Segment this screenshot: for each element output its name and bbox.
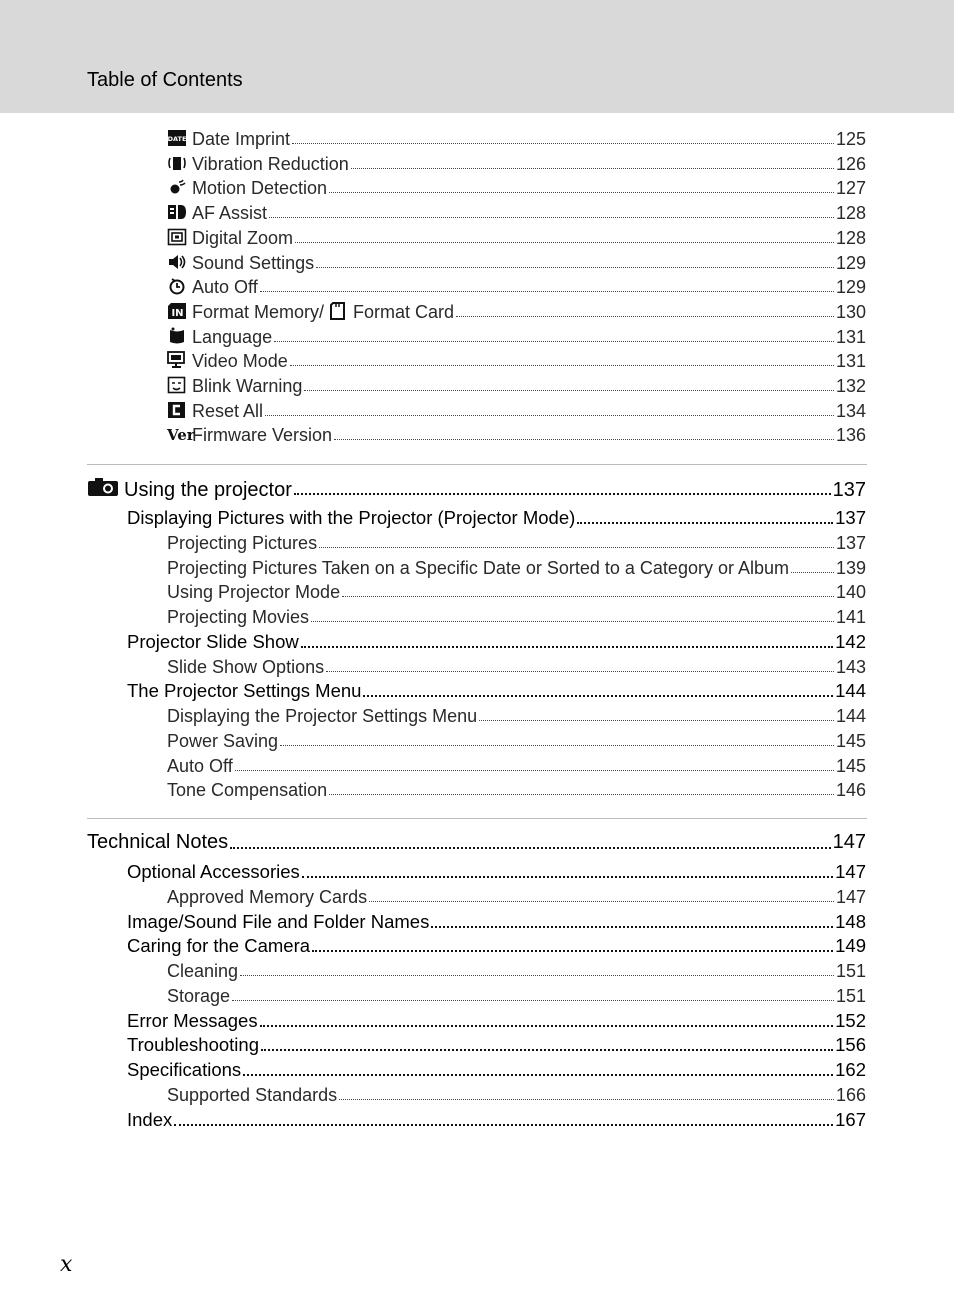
entry-text: Firmware Version [192,425,333,446]
vibration-reduction-icon [167,154,187,172]
entry-text: Image/Sound File and Folder Names [127,910,430,932]
entry-label [87,474,292,504]
toc-entry[interactable] [167,1083,866,1107]
section-using-the-projector[interactable] [87,474,866,502]
entry-label [167,729,278,753]
dot-leader [319,531,834,548]
toc-entry[interactable] [167,580,866,604]
page-number: 147 [835,861,866,882]
dot-leader [240,959,834,976]
video-mode-icon [167,351,187,369]
entry-text: Specifications [127,1059,242,1080]
entry-text: The Projector Settings Menu [127,680,362,702]
entry-text: Supported Standards [167,1084,338,1105]
entry-label [167,556,789,580]
page-number: 156 [835,1034,866,1056]
entry-label [127,860,300,884]
toc-entry-video-mode[interactable] [167,349,866,373]
auto-off-icon [167,277,187,295]
page-number: 129 [835,277,866,298]
toc-entry-af-assist[interactable] [167,201,866,225]
entry-label [167,704,477,728]
dot-leader [294,474,831,495]
dot-leader [456,300,834,317]
toc-entry[interactable] [167,729,866,753]
toc-entry[interactable] [167,984,866,1008]
entry-text: Projecting Pictures Taken on a Specific Date or Sorted to a Category or Album [167,557,789,578]
page-number: 132 [835,376,866,396]
entry-label [167,754,233,778]
entry-text: Troubleshooting [127,1034,259,1056]
entry-text: Date Imprint [192,129,291,149]
toc-entry[interactable] [127,1009,866,1033]
dot-leader [342,580,834,597]
toc-entry-vibration-reduction[interactable] [167,152,866,176]
toc-entry[interactable] [167,655,866,679]
page-number: 151 [835,985,866,1006]
entry-label [167,226,293,250]
toc-entry[interactable] [167,754,866,778]
entry-text: Digital Zoom [192,227,294,248]
entry-text: Reset All [192,400,264,421]
dot-leader [230,828,830,849]
projector-icon [87,476,119,498]
page-number: 147 [832,831,866,853]
entry-label [167,176,327,200]
firmware-version-icon [167,425,195,445]
page-number: 141 [835,607,866,627]
entry-text: Projector Slide Show [127,630,299,652]
page-number: 151 [835,961,866,981]
blink-warning-icon [167,376,187,394]
page-number: 162 [835,1059,866,1080]
entry-label [167,325,272,349]
toc-entry[interactable] [167,959,866,983]
dot-leader [292,127,834,144]
dot-leader [261,1033,833,1051]
svg-text:IN: IN [171,307,184,319]
dot-leader [174,1108,833,1126]
dot-leader [304,374,834,391]
toc-entry-sound-settings[interactable] [167,251,866,275]
entry-text: Video Mode [192,351,288,372]
entry-label [167,349,288,373]
entry-text: Projecting Pictures [167,532,318,553]
toc-entry[interactable] [167,778,866,802]
format-card-icon [328,302,348,320]
entry-label [127,506,575,530]
entry-text: Vibration Reduction [192,153,349,174]
page-number: 128 [835,227,866,248]
page-number: 167 [835,1108,866,1130]
dot-leader [363,679,833,697]
dot-leader [329,176,834,193]
entry-label [167,959,238,983]
entry-text: Displaying Pictures with the Projector (Projector Mode) [127,507,576,528]
entry-label [167,423,332,447]
page-number: 131 [835,326,866,347]
entry-text: AF Assist [192,203,268,224]
page-number: 137 [832,479,866,501]
toc-entry[interactable] [167,556,866,580]
dot-leader [334,423,834,440]
page-number: 144 [835,680,866,702]
dot-leader [316,251,834,268]
toc-entry[interactable] [127,1033,866,1057]
dot-leader [243,1058,833,1076]
dot-leader [260,1009,834,1027]
toc-entry-digital-zoom[interactable] [167,226,866,250]
page-number: 134 [835,400,866,421]
section-divider [87,464,867,465]
page-number: 142 [835,630,866,652]
toc-entry-motion-detection[interactable] [167,176,866,200]
entry-label [167,605,309,629]
page-number: 131 [835,351,866,372]
toc-entry[interactable] [127,934,866,958]
section-technical-notes[interactable] [87,828,866,856]
entry-label [167,778,327,802]
entry-label [127,910,429,934]
entry-text: Auto Off [192,277,258,298]
entry-label [167,1083,337,1107]
entry-text: Approved Memory Cards [167,886,368,907]
entry-text: Optional Accessories [127,861,300,882]
dot-leader [301,630,833,648]
page-number: 166 [835,1084,866,1105]
toc-entry[interactable] [127,1108,866,1132]
dot-leader [431,910,833,928]
toc-entry-reset-all[interactable] [167,399,866,423]
entry-text: Using Projector Mode [167,582,341,603]
toc-entry-firmware-version[interactable] [167,423,866,447]
entry-text: Motion Detection [192,178,328,199]
entry-text: Format Memory/ [192,301,325,322]
page-number: 144 [835,706,866,726]
entry-label [127,1058,241,1082]
dot-leader [235,754,834,771]
entry-label [167,275,258,299]
dot-leader [290,349,834,366]
dot-leader [302,860,833,878]
dot-leader [479,704,834,721]
page-number: 137 [835,532,866,553]
toc-entry[interactable] [167,704,866,728]
entry-text: Displaying the Projector Settings Menu [167,706,478,726]
entry-text: Using the projector [124,479,292,501]
dot-leader [577,506,833,524]
page-number: 136 [835,425,866,446]
entry-text: Index [127,1108,173,1130]
page-number: 148 [835,910,866,932]
entry-label [87,828,228,856]
entry-label [167,152,349,176]
entry-label [167,531,317,555]
page-number: 130 [835,301,866,322]
entry-text: Blink Warning [192,376,303,396]
dot-leader [326,655,834,672]
page-number: 127 [835,178,866,199]
entry-text: Format Card [353,301,455,322]
entry-label [167,201,267,225]
toc-entry-language[interactable] [167,325,866,349]
dot-leader [351,152,834,169]
entry-label [167,399,263,423]
entry-text: Storage [167,985,231,1006]
header-band [0,0,954,113]
toc-entry-blink-warning[interactable] [167,374,866,398]
entry-text: Cleaning [167,961,239,981]
dot-leader [260,275,834,292]
entry-text: Slide Show Options [167,656,325,677]
entry-text: Caring for the Camera [127,935,311,957]
page-number: 126 [835,153,866,174]
entry-label [127,1108,172,1132]
entry-label [167,374,302,398]
entry-label [167,300,454,324]
entry-label [127,630,299,654]
dot-leader [269,201,834,218]
entry-label [167,655,324,679]
entry-text: Language [192,326,273,347]
toc-entry[interactable] [127,630,866,654]
dot-leader [339,1083,834,1100]
svg-text:Ver: Ver [167,426,195,445]
toc-entry-date-imprint[interactable] [167,127,866,151]
page-folio: x [60,1252,73,1277]
af-assist-icon [167,203,187,221]
toc-entry[interactable] [127,910,866,934]
page-number: 143 [835,656,866,677]
dot-leader [312,934,833,952]
toc-entry-format-memory[interactable] [167,300,866,324]
entry-text: Technical Notes [87,831,229,853]
toc-entry[interactable] [127,679,866,703]
motion-detection-icon [167,178,187,196]
entry-text: Sound Settings [192,252,315,273]
dot-leader [369,885,834,902]
page-number: 137 [835,507,866,528]
format-memory-icon [167,302,187,320]
page-number: 140 [835,582,866,603]
entry-text: Error Messages [127,1009,258,1031]
dot-leader [232,984,834,1001]
toc-entry[interactable] [127,860,866,884]
toc-entry-auto-off[interactable] [167,275,866,299]
dot-leader [265,399,834,416]
entry-label [167,984,230,1008]
toc-entry[interactable] [167,605,866,629]
page-number: 128 [835,203,866,224]
language-icon [167,327,187,345]
entry-label [167,127,290,151]
digital-zoom-icon [167,228,187,246]
entry-label [127,1009,258,1033]
entry-label [167,251,314,275]
page-title: Table of Contents [87,69,243,91]
page-number: 146 [835,780,866,801]
date-imprint-icon [167,129,187,147]
page-number: 145 [835,755,866,776]
page-number: 139 [835,557,866,578]
page-number: 125 [835,129,866,149]
page-number: 147 [835,886,866,907]
entry-text: Power Saving [167,730,279,751]
entry-text: Projecting Movies [167,607,310,627]
dot-leader [791,556,834,573]
page-number: 149 [835,935,866,957]
entry-label [167,580,340,604]
toc-entry[interactable] [127,506,866,530]
dot-leader [329,778,834,795]
page-number: 145 [835,730,866,751]
entry-label [127,1033,259,1057]
dot-leader [311,605,834,622]
entry-text: Tone Compensation [167,780,328,801]
entry-label [127,679,361,703]
entry-text: Auto Off [167,755,233,776]
sound-settings-icon [167,253,187,271]
reset-all-icon [167,401,187,419]
page-number: 129 [835,252,866,273]
entry-label [167,885,367,909]
dot-leader [280,729,834,746]
svg-text:DATE: DATE [167,135,187,143]
toc-entry[interactable] [167,885,866,909]
page-number: 152 [835,1009,866,1031]
toc-entry[interactable] [167,531,866,555]
section-divider [87,818,867,819]
dot-leader [274,325,834,342]
entry-label [127,934,310,958]
toc-entry[interactable] [127,1058,866,1082]
dot-leader [295,226,834,243]
